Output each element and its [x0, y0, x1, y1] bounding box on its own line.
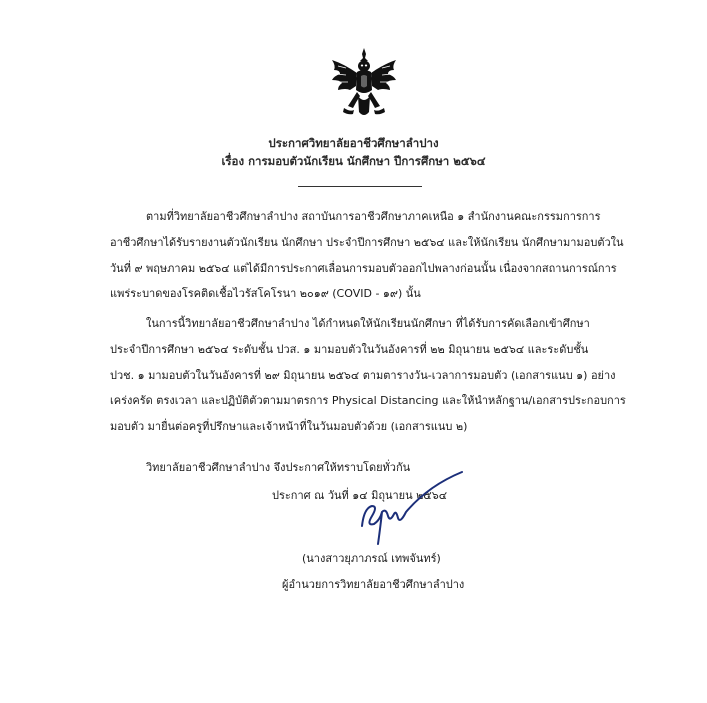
paragraph-2-line-3: ปวช. ๑ มามอบตัวในวันอังคารที่ ๒๙ มิถุนายน ๒๕๖๔ ตามตารางวัน-เวลาการมอบตัว (เอกสารแนบ ๑) อย่าง [110, 369, 616, 382]
closing-statement: วิทยาลัยอาชีวศึกษาลำปาง จึงประกาศให้ทราบโดยทั่วกัน [146, 461, 411, 474]
paragraph-2-line-5: มอบตัว มายื่นต่อครูที่ปรึกษาและเจ้าหน้าที่ในวันมอบตัวด้วย (เอกสารแนบ ๒) [110, 420, 468, 433]
paragraph-1-line-3: วันที่ ๙ พฤษภาคม ๒๕๖๔ แต่ได้มีการประกาศเลื่อนการมอบตัวออกไปพลางก่อนนั้น เนื่องจากสถานการณ์การ [110, 262, 617, 275]
announcement-subject: เรื่อง การมอบตัวนักเรียน นักศึกษา ปีการศึกษา ๒๕๖๔ [221, 154, 486, 168]
paragraph-2-line-2: ประจำปีการศึกษา ๒๕๖๔ ระดับชั้น ปวส. ๑ มามอบตัวในวันอังคารที่ ๒๒ มิถุนายน ๒๕๖๔ และระดับชั้น [110, 343, 589, 356]
paragraph-2-line-4: เคร่งครัด ตรงเวลา และปฏิบัติตัวตามมาตรการ Physical Distancing และให้นำหลักฐาน/เอกสารประกอบการ [110, 394, 626, 407]
paragraph-1-line-2: อาชีวศึกษาได้รับรายงานตัวนักเรียน นักศึกษา ประจำปีการศึกษา ๒๕๖๔ และให้นักเรียน นักศึกษามามอบตัวใน [110, 236, 624, 249]
handwritten-signature [350, 468, 480, 558]
signer-name: (นางสาวยุภาภรณ์ เทพจันทร์) [302, 552, 441, 565]
announcement-date: ประกาศ ณ วันที่ ๑๔ มิถุนายน ๒๕๖๔ [272, 489, 448, 502]
divider-line [298, 186, 422, 187]
paragraph-1-line-1: ตามที่วิทยาลัยอาชีวศึกษาลำปาง สถาบันการอาชีวศึกษาภาคเหนือ ๑ สำนักงานคณะกรรมการการ [146, 210, 601, 223]
garuda-emblem [326, 46, 402, 122]
signer-position: ผู้อำนวยการวิทยาลัยอาชีวศึกษาลำปาง [282, 578, 465, 591]
announcement-title: ประกาศวิทยาลัยอาชีวศึกษาลำปาง [268, 136, 439, 150]
paragraph-2-line-1: ในการนี้วิทยาลัยอาชีวศึกษาลำปาง ได้กำหนดให้นักเรียนนักศึกษา ที่ได้รับการคัดเลือกเข้าศึกษา [146, 317, 590, 330]
paragraph-1-line-4: แพร่ระบาดของโรคติดเชื้อไวรัสโคโรนา ๒๐๑๙ (COVID - ๑๙) นั้น [110, 287, 421, 300]
